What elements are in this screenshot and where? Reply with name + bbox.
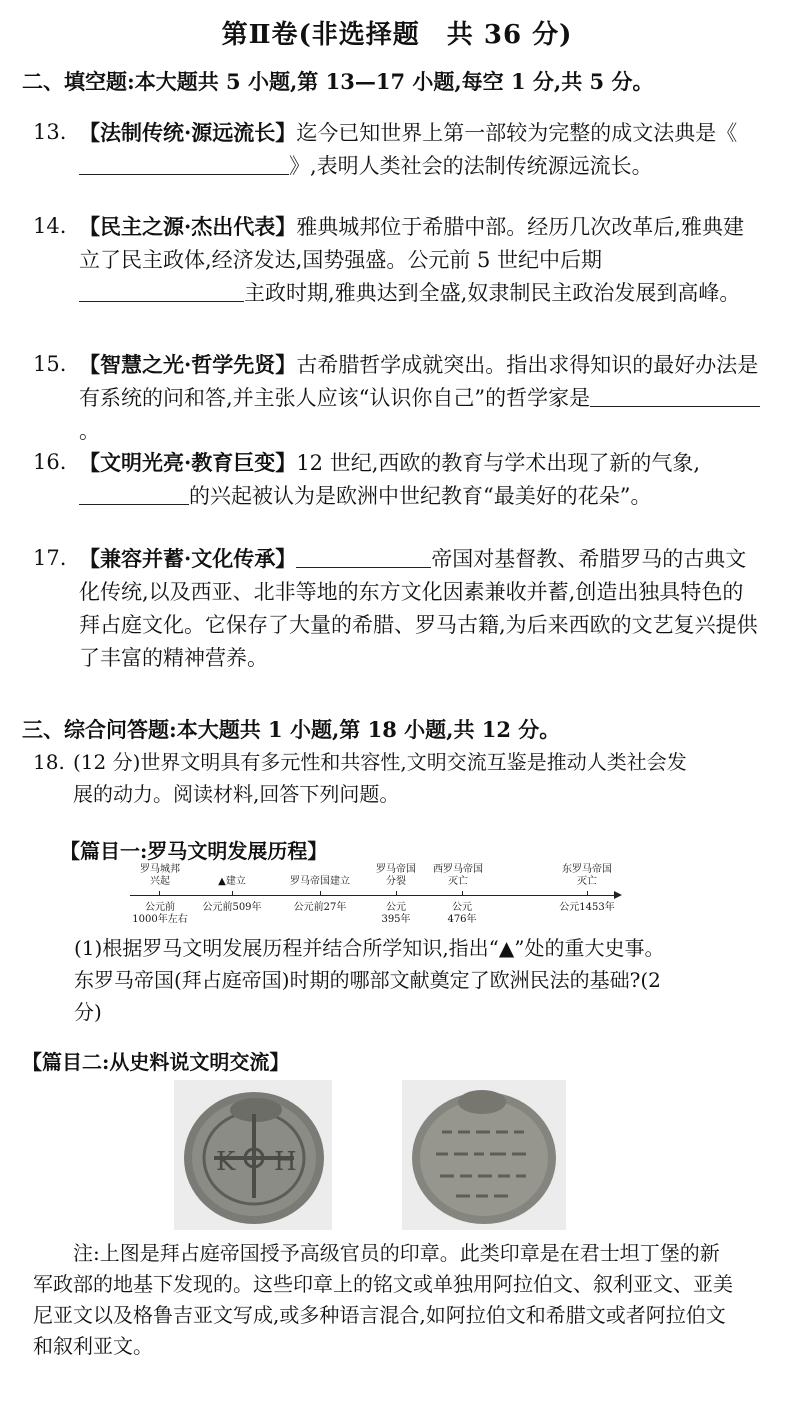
question-15-text-1: 古希腊哲学成就突出。指出求得知识的最好办法是有系统的问和答,并主张人应该“认识你自己”的哲学家是: [79, 353, 759, 410]
timeline-axis: [130, 895, 616, 896]
section2-heading: 二、填空题:本大题共 5 小题,第 13—17 小题,每空 1 分,共 5 分。: [22, 69, 654, 94]
question-14-text-1: 雅典城邦位于希腊中部。经历几次改革后,雅典建立了民主政体,经济发达,国势强盛。公元前 5 世纪中后期: [79, 215, 744, 272]
timeline-event-6-date: 公元1453年: [559, 902, 615, 913]
timeline-tick-4: [396, 891, 397, 896]
question-15-tag: 【智慧之光·哲学先贤】: [79, 352, 297, 377]
section3-heading: 三、综合问答题:本大题共 1 小题,第 18 小题,共 12 分。: [22, 717, 561, 742]
timeline-event-4-label: 罗马帝国 分裂: [376, 864, 416, 887]
seal-photo-front: [174, 1080, 332, 1230]
timeline-event-5-date: 公元 476年: [447, 902, 477, 925]
timeline-tick-2: [232, 891, 233, 896]
question-16-text-2: 的兴起被认为是欧洲中世纪教育“最美好的花朵”。: [189, 484, 652, 508]
question-17: [33, 542, 761, 675]
timeline-event-6-label: 东罗马帝国 灭亡: [562, 864, 612, 887]
timeline-event-2-date: 公元前509年: [202, 902, 262, 913]
seal-photo-back: [402, 1080, 566, 1230]
question-18: [33, 746, 693, 810]
timeline-event-1-label: 罗马城邦 兴起: [140, 864, 180, 887]
timeline-event-1-date: 公元前 1000年左右: [132, 902, 188, 925]
question-14: [33, 210, 761, 310]
subquestion-1: (1)根据罗马文明发展历程并结合所学知识,指出“▲”处的重大史事。东罗马帝国(拜占庭帝国)时期的哪部文献奠定了欧洲民法的基础?(2 分): [74, 936, 665, 1024]
timeline-event-4-date: 公元 395年: [381, 902, 411, 925]
timeline-tick-6: [587, 891, 588, 896]
question-13: [33, 116, 761, 183]
question-16-number: 16.: [33, 450, 67, 474]
svg-text:H: H: [274, 1147, 297, 1177]
answer-blank-16[interactable]: [79, 482, 189, 505]
answer-blank-14[interactable]: [79, 279, 244, 302]
question-16: [33, 446, 761, 513]
question-13-text-2: 》,表明人类社会的法制传统源远流长。: [289, 154, 653, 178]
timeline-tick-3: [320, 891, 321, 896]
timeline-event-3-date: 公元前27年: [293, 902, 347, 913]
timeline: [130, 862, 624, 934]
timeline-event-2-label: ▲建立: [218, 876, 246, 887]
seal-back-image: [402, 1080, 566, 1230]
question-13-text-1: 迄今已知世界上第一部较为完整的成文法典是《: [296, 121, 738, 145]
question-13-tag: 【法制传统·源远流长】: [79, 120, 297, 145]
question-18-intro: (12 分)世界文明具有多元性和共容性,文明交流互鉴是推动人类社会发展的动力。阅读材料,回答下列问题。: [73, 750, 687, 806]
seal-note: 注:上图是拜占庭帝国授予高级官员的印章。此类印章是在君士坦丁堡的新军政部的地基下发现的。这些印章上的铭文或单独用阿拉伯文、叙利亚文、亚美尼亚文以及格鲁吉亚文写成,或多种语言混合,如阿拉伯文和希腊文或者阿拉伯文和叙利亚文。: [33, 1241, 733, 1358]
question-15-text-2: 。: [79, 419, 100, 443]
question-18-number: 18.: [33, 750, 65, 774]
timeline-event-5-label: 西罗马帝国 灭亡: [433, 864, 483, 887]
question-16-text-1: 12 世纪,西欧的教育与学术出现了新的气象,: [296, 451, 701, 475]
timeline-event-3-label: 罗马帝国建立: [290, 876, 350, 887]
answer-blank-15[interactable]: [590, 384, 760, 407]
timeline-arrow-icon: [614, 891, 622, 899]
timeline-tick-1: [159, 891, 160, 896]
question-17-number: 17.: [33, 546, 67, 570]
timeline-tick-5: [462, 891, 463, 896]
question-14-tag: 【民主之源·杰出代表】: [79, 214, 297, 239]
question-17-text-2: 帝国对基督教、希腊罗马的古典文化传统,以及西亚、北非等地的东方文化因素兼收并蓄,创造出独具特色的拜占庭文化。它保存了大量的希腊、罗马古籍,为后来西欧的文艺复兴提供了丰富的精神营养。: [79, 547, 758, 670]
svg-text:K: K: [216, 1147, 236, 1177]
question-14-text-2: 主政时期,雅典达到全盛,奴隶制民主政治发展到高峰。: [244, 281, 741, 305]
question-17-tag: 【兼容并蓄·文化传承】: [79, 546, 297, 571]
page-title: 第Ⅱ卷(非选择题 共 36 分): [221, 20, 573, 50]
part1-title: 【篇目一:罗马文明发展历程】: [60, 839, 328, 863]
question-13-number: 13.: [33, 120, 67, 144]
question-15-number: 15.: [33, 352, 67, 376]
seal-front-image: [174, 1080, 332, 1230]
answer-blank-13[interactable]: [79, 152, 289, 175]
answer-blank-17[interactable]: [296, 545, 431, 568]
question-15: [33, 348, 761, 448]
part2-title: 【篇目二:从史料说文明交流】: [22, 1050, 290, 1074]
question-16-tag: 【文明光亮·教育巨变】: [79, 450, 297, 475]
question-14-number: 14.: [33, 214, 67, 238]
